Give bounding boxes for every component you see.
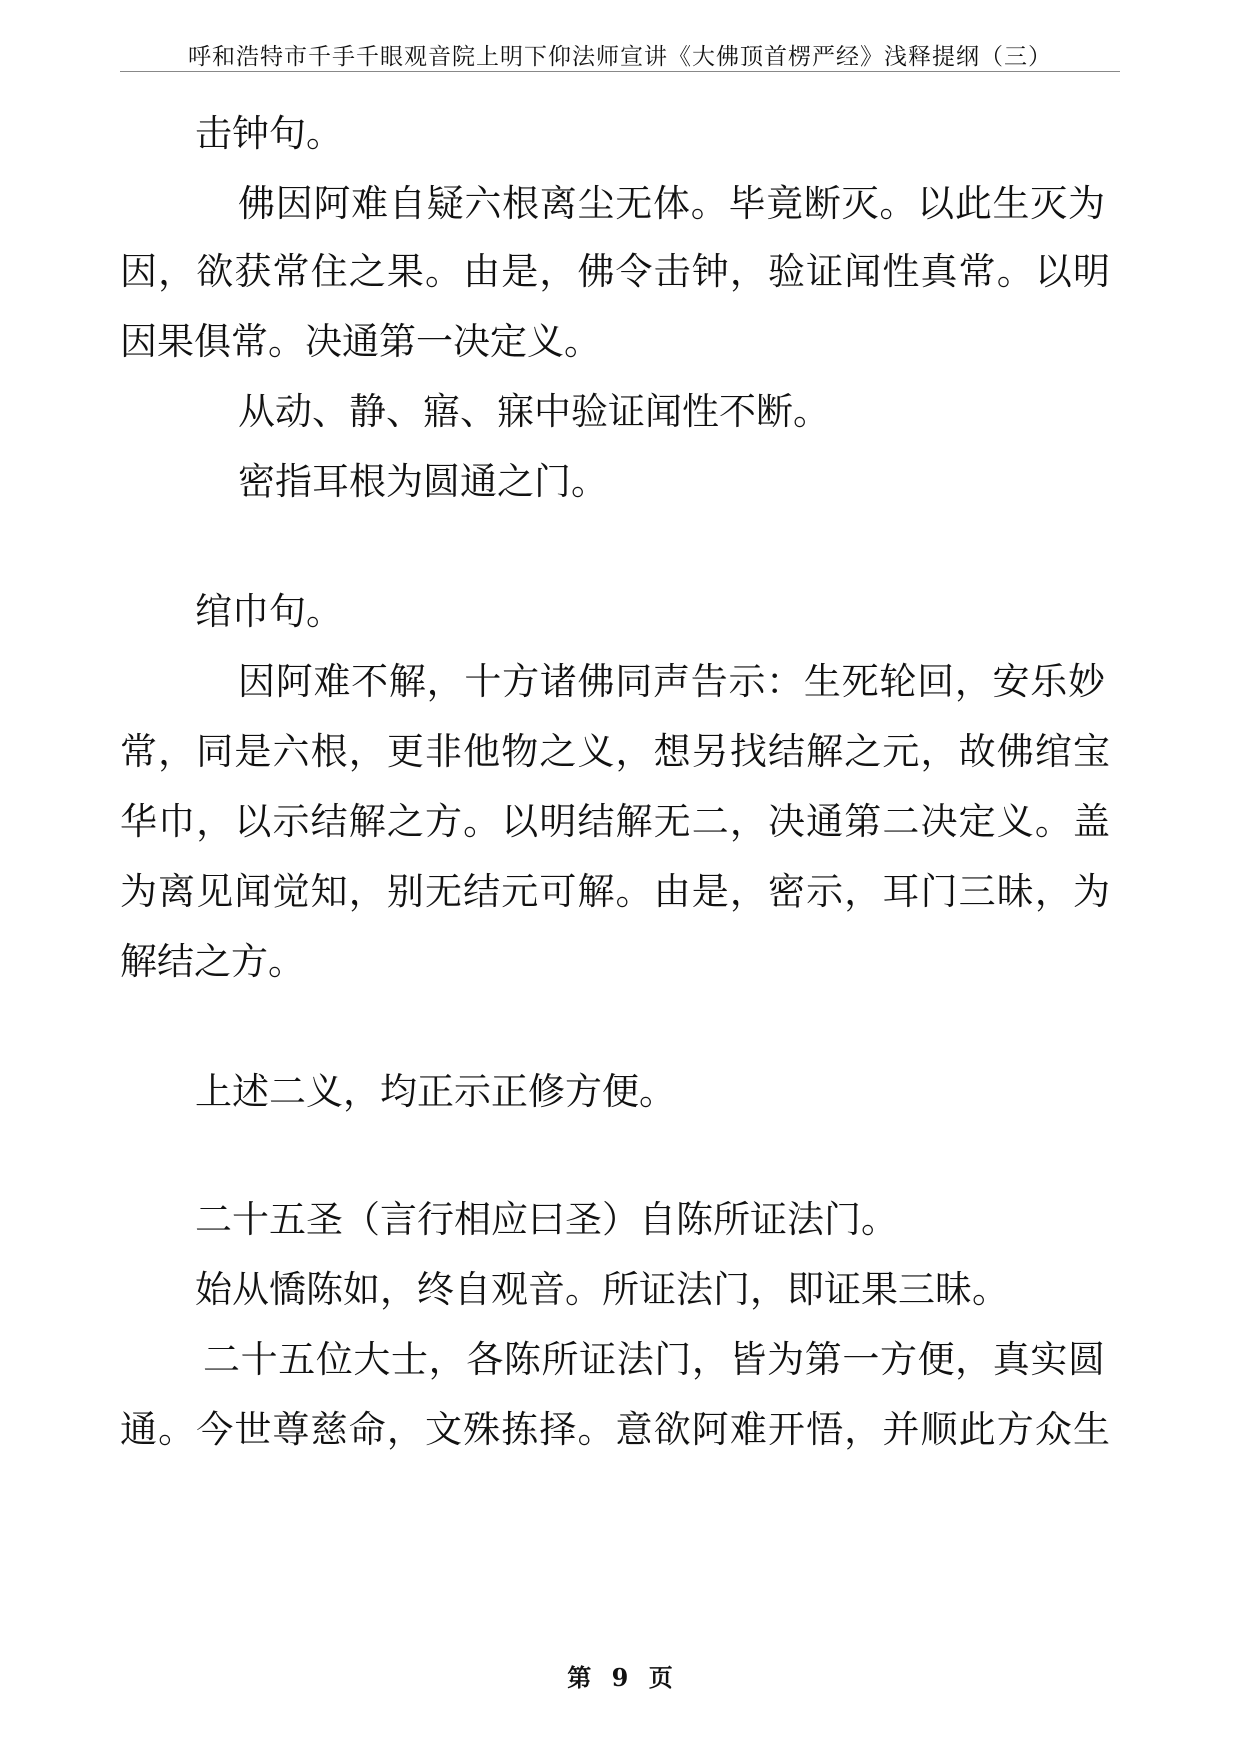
paragraph-line: 通。今世尊慈命，文殊拣择。意欲阿难开悟，并顺此方众生 [120,1408,1110,1451]
paragraph-line: 佛因阿难自疑六根离尘无体。毕竟断灭。以此生灭为 [238,182,1105,225]
summary-line: 上述二义，均正示正修方便。 [195,1070,676,1113]
paragraph-line: 因，欲获常住之果。由是，佛令击钟，验证闻性真常。以明 [120,250,1110,293]
page-prefix: 第 [567,1663,592,1692]
paragraph-line: 密指耳根为圆通之门。 [238,460,608,503]
paragraph-line: 二十五位大士，各陈所证法门，皆为第一方便，真实圆 [203,1338,1105,1381]
section-heading-bell: 击钟句。 [195,112,343,155]
paragraph-line: 始从憍陈如，终自观音。所证法门，即证果三昧。 [195,1268,1009,1311]
section-heading-cloth: 绾巾句。 [195,590,343,633]
page-header: 呼和浩特市千手千眼观音院上明下仰法师宣讲《大佛顶首楞严经》浅释提纲（三） [188,44,1052,70]
paragraph-line: 常，同是六根，更非他物之义，想另找结解之元，故佛绾宝 [120,730,1110,773]
page-footer [0,1658,1240,1693]
paragraph-line: 因果俱常。决通第一决定义。 [120,320,601,363]
paragraph-line: 因阿难不解，十方诸佛同声告示：生死轮回，安乐妙 [238,660,1105,703]
section-heading-sages: 二十五圣（言行相应曰圣）自陈所证法门。 [195,1198,898,1241]
header-divider [120,71,1120,72]
paragraph-line: 解结之方。 [120,940,305,983]
page-suffix: 页 [648,1663,673,1692]
paragraph-line: 华巾，以示结解之方。以明结解无二，决通第二决定义。盖 [120,800,1110,843]
paragraph-line: 从动、静、寤、寐中验证闻性不断。 [238,390,830,433]
paragraph-line: 为离见闻觉知，别无结元可解。由是，密示，耳门三昧，为 [120,870,1110,913]
page-number: 9 [611,1663,629,1692]
